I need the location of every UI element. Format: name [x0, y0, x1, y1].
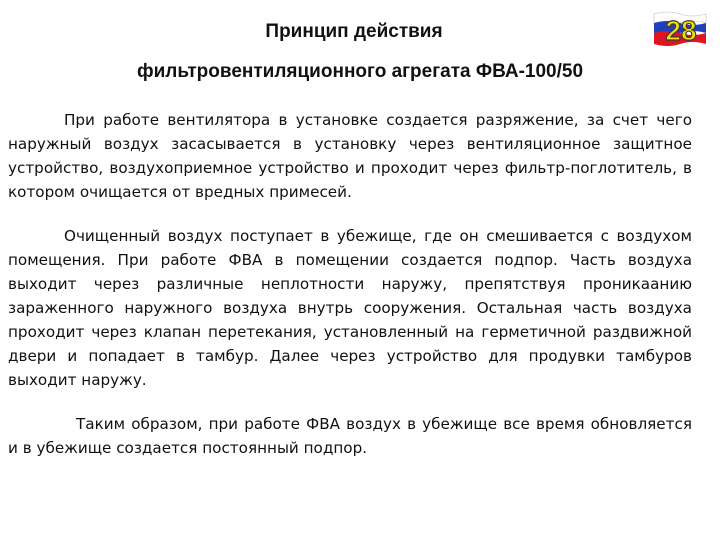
body-text [8, 108, 692, 460]
paragraph-2: Очищенный воздух поступает в убежище, где он смешивается с воздухом помещения. При работе ФВА в помещении создается подпор. Часть воздуха выходит через различные неплотности наружу, препятствуя проникаанию зараженного наружного воздуха внутрь сооружения. Остальная часть воздуха проходит через клапан перетекания, установленный на герметичной раздвижной двери и попадает в тамбур. Далее через устройство для продувки тамбуров выходит наружу. [8, 227, 692, 389]
slide-number-badge [652, 10, 708, 48]
title-line-2: фильтровентиляционного агрегата ФВА-100/50 [136, 61, 584, 82]
paragraph-3: Таким образом, при работе ФВА воздух в убежище все время обновляется и в убежище создается постоянный подпор. [8, 415, 692, 457]
russian-flag-icon [652, 10, 708, 48]
slide-number: 28 [665, 15, 697, 46]
paragraph-1: При работе вентилятора в установке создается разряжение, за счет чего наружный воздух засасывается в установку через вентиляционное защитное устройство, воздухоприемное устройство и проходит через фильтр-поглотитель, в котором очищается от вредных примесей. [8, 111, 692, 201]
title-line-1: Принцип действия [265, 21, 443, 42]
